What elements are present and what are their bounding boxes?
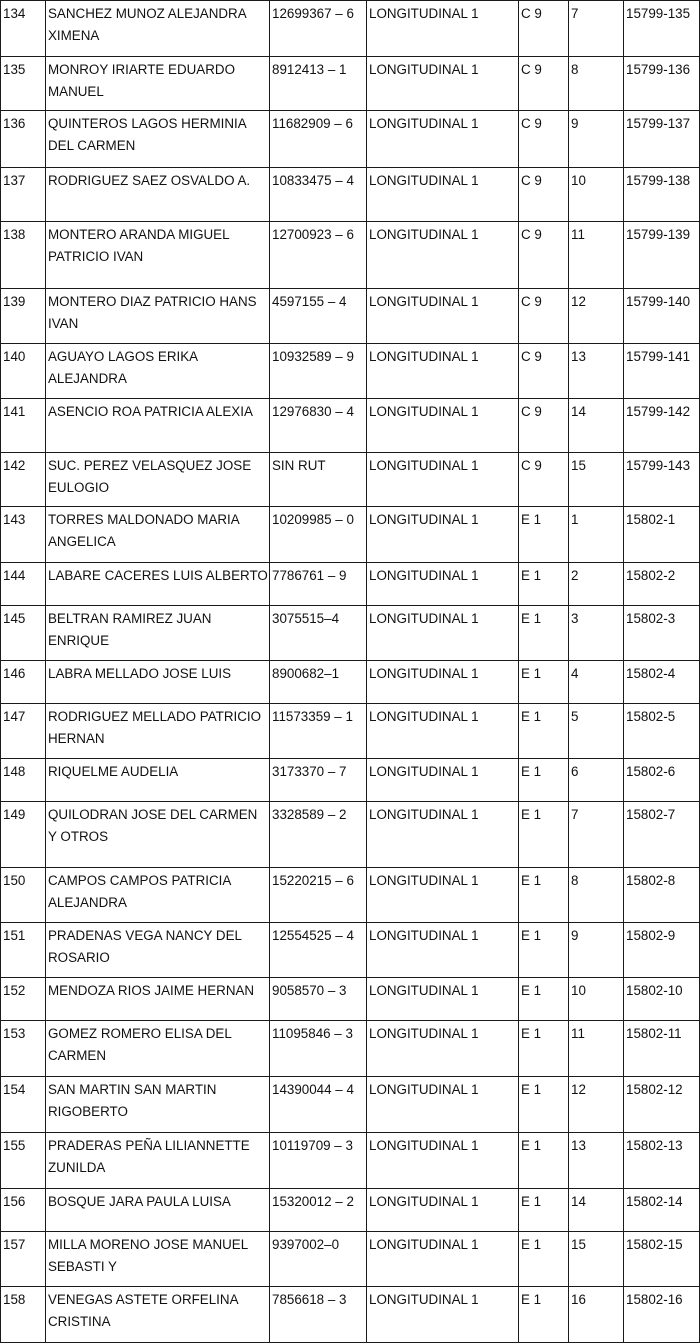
row-number: 143 xyxy=(1,507,46,563)
street-cell: LONGITUDINAL 1 xyxy=(367,1189,519,1232)
rut-cell: 3328589 – 2 xyxy=(270,802,367,868)
row-number: 156 xyxy=(1,1189,46,1232)
reference-cell: 15799-135 xyxy=(624,1,700,57)
rut-cell: 4597155 – 4 xyxy=(270,289,367,344)
table-row xyxy=(1,978,700,1021)
row-number: 155 xyxy=(1,1133,46,1189)
owner-name: ASENCIO ROA PATRICIA ALEXIA xyxy=(46,399,270,453)
rut-cell: 10833475 – 4 xyxy=(270,168,367,222)
reference-cell: 15799-141 xyxy=(624,344,700,399)
row-number: 146 xyxy=(1,661,46,704)
row-number: 137 xyxy=(1,168,46,222)
table-row xyxy=(1,289,700,344)
block-cell: C 9 xyxy=(519,453,569,507)
owner-name: PRADERAS PEÑA LILIANNETTE ZUNILDA xyxy=(46,1133,270,1189)
street-cell: LONGITUDINAL 1 xyxy=(367,507,519,563)
table-row xyxy=(1,168,700,222)
reference-cell: 15802-13 xyxy=(624,1133,700,1189)
owner-name: QUILODRAN JOSE DEL CARMEN Y OTROS xyxy=(46,802,270,868)
owner-name: BELTRAN RAMIREZ JUAN ENRIQUE xyxy=(46,606,270,661)
row-number: 152 xyxy=(1,978,46,1021)
lot-cell: 4 xyxy=(569,661,624,704)
reference-cell: 15802-5 xyxy=(624,704,700,759)
lot-cell: 8 xyxy=(569,57,624,111)
table-row xyxy=(1,1287,700,1343)
table-row xyxy=(1,1077,700,1133)
rut-cell: 12699367 – 6 xyxy=(270,1,367,57)
street-cell: LONGITUDINAL 1 xyxy=(367,289,519,344)
block-cell: E 1 xyxy=(519,507,569,563)
rut-cell: 8900682–1 xyxy=(270,661,367,704)
owner-name: CAMPOS CAMPOS PATRICIA ALEJANDRA xyxy=(46,868,270,923)
owner-name: SANCHEZ MUNOZ ALEJANDRA XIMENA xyxy=(46,1,270,57)
table-row xyxy=(1,1133,700,1189)
owner-name: LABRA MELLADO JOSE LUIS xyxy=(46,661,270,704)
rut-cell: 14390044 – 4 xyxy=(270,1077,367,1133)
rut-cell: 7856618 – 3 xyxy=(270,1287,367,1343)
table-row xyxy=(1,507,700,563)
owner-name: SUC. PEREZ VELASQUEZ JOSE EULOGIO xyxy=(46,453,270,507)
street-cell: LONGITUDINAL 1 xyxy=(367,1021,519,1077)
row-number: 148 xyxy=(1,759,46,802)
rut-cell: 7786761 – 9 xyxy=(270,563,367,606)
block-cell: E 1 xyxy=(519,978,569,1021)
table-row xyxy=(1,344,700,399)
lot-cell: 7 xyxy=(569,1,624,57)
block-cell: E 1 xyxy=(519,923,569,978)
lot-cell: 9 xyxy=(569,923,624,978)
lot-cell: 8 xyxy=(569,868,624,923)
block-cell: E 1 xyxy=(519,563,569,606)
owner-name: GOMEZ ROMERO ELISA DEL CARMEN xyxy=(46,1021,270,1077)
rut-cell: 9058570 – 3 xyxy=(270,978,367,1021)
reference-cell: 15799-136 xyxy=(624,57,700,111)
reference-cell: 15802-15 xyxy=(624,1232,700,1287)
block-cell: E 1 xyxy=(519,868,569,923)
street-cell: LONGITUDINAL 1 xyxy=(367,57,519,111)
lot-cell: 11 xyxy=(569,1021,624,1077)
table-row xyxy=(1,222,700,289)
street-cell: LONGITUDINAL 1 xyxy=(367,1,519,57)
lot-cell: 11 xyxy=(569,222,624,289)
rut-cell: 12976830 – 4 xyxy=(270,399,367,453)
rut-cell: 11573359 – 1 xyxy=(270,704,367,759)
rut-cell: 10119709 – 3 xyxy=(270,1133,367,1189)
row-number: 138 xyxy=(1,222,46,289)
block-cell: E 1 xyxy=(519,606,569,661)
lot-cell: 12 xyxy=(569,289,624,344)
row-number: 140 xyxy=(1,344,46,399)
street-cell: LONGITUDINAL 1 xyxy=(367,1077,519,1133)
owner-name: RODRIGUEZ MELLADO PATRICIO HERNAN xyxy=(46,704,270,759)
reference-cell: 15802-2 xyxy=(624,563,700,606)
block-cell: E 1 xyxy=(519,704,569,759)
table-row xyxy=(1,704,700,759)
owner-name: AGUAYO LAGOS ERIKA ALEJANDRA xyxy=(46,344,270,399)
street-cell: LONGITUDINAL 1 xyxy=(367,1287,519,1343)
owner-name: MONTERO ARANDA MIGUEL PATRICIO IVAN xyxy=(46,222,270,289)
street-cell: LONGITUDINAL 1 xyxy=(367,978,519,1021)
lot-cell: 1 xyxy=(569,507,624,563)
owner-name: BOSQUE JARA PAULA LUISA xyxy=(46,1189,270,1232)
block-cell: C 9 xyxy=(519,168,569,222)
lot-cell: 3 xyxy=(569,606,624,661)
rut-cell: 11095846 – 3 xyxy=(270,1021,367,1077)
block-cell: C 9 xyxy=(519,344,569,399)
street-cell: LONGITUDINAL 1 xyxy=(367,1133,519,1189)
owner-name: MONTERO DIAZ PATRICIO HANS IVAN xyxy=(46,289,270,344)
table-row xyxy=(1,399,700,453)
row-number: 150 xyxy=(1,868,46,923)
owner-name: MONROY IRIARTE EDUARDO MANUEL xyxy=(46,57,270,111)
rut-cell: 15220215 – 6 xyxy=(270,868,367,923)
rut-cell: 3075515–4 xyxy=(270,606,367,661)
block-cell: E 1 xyxy=(519,802,569,868)
owner-name: SAN MARTIN SAN MARTIN RIGOBERTO xyxy=(46,1077,270,1133)
reference-cell: 15799-140 xyxy=(624,289,700,344)
lot-cell: 2 xyxy=(569,563,624,606)
reference-cell: 15802-14 xyxy=(624,1189,700,1232)
reference-cell: 15799-139 xyxy=(624,222,700,289)
reference-cell: 15802-11 xyxy=(624,1021,700,1077)
rut-cell: 9397002–0 xyxy=(270,1232,367,1287)
row-number: 139 xyxy=(1,289,46,344)
table-row xyxy=(1,57,700,111)
street-cell: LONGITUDINAL 1 xyxy=(367,868,519,923)
block-cell: C 9 xyxy=(519,1,569,57)
rut-cell: 15320012 – 2 xyxy=(270,1189,367,1232)
block-cell: E 1 xyxy=(519,1077,569,1133)
owner-name: LABARE CACERES LUIS ALBERTO xyxy=(46,563,270,606)
row-number: 151 xyxy=(1,923,46,978)
reference-cell: 15802-10 xyxy=(624,978,700,1021)
street-cell: LONGITUDINAL 1 xyxy=(367,704,519,759)
row-number: 142 xyxy=(1,453,46,507)
lot-cell: 10 xyxy=(569,168,624,222)
row-number: 144 xyxy=(1,563,46,606)
lot-cell: 14 xyxy=(569,399,624,453)
street-cell: LONGITUDINAL 1 xyxy=(367,802,519,868)
owner-name: MILLA MORENO JOSE MANUEL SEBASTI Y xyxy=(46,1232,270,1287)
street-cell: LONGITUDINAL 1 xyxy=(367,923,519,978)
table-row xyxy=(1,453,700,507)
row-number: 136 xyxy=(1,111,46,168)
row-number: 157 xyxy=(1,1232,46,1287)
street-cell: LONGITUDINAL 1 xyxy=(367,661,519,704)
table-row xyxy=(1,111,700,168)
street-cell: LONGITUDINAL 1 xyxy=(367,222,519,289)
row-number: 147 xyxy=(1,704,46,759)
owner-name: QUINTEROS LAGOS HERMINIA DEL CARMEN xyxy=(46,111,270,168)
row-number: 135 xyxy=(1,57,46,111)
rut-cell: SIN RUT xyxy=(270,453,367,507)
street-cell: LONGITUDINAL 1 xyxy=(367,759,519,802)
street-cell: LONGITUDINAL 1 xyxy=(367,344,519,399)
lot-cell: 16 xyxy=(569,1287,624,1343)
reference-cell: 15802-8 xyxy=(624,868,700,923)
lot-cell: 12 xyxy=(569,1077,624,1133)
block-cell: C 9 xyxy=(519,111,569,168)
table-row xyxy=(1,606,700,661)
block-cell: E 1 xyxy=(519,1232,569,1287)
rut-cell: 12554525 – 4 xyxy=(270,923,367,978)
reference-cell: 15802-1 xyxy=(624,507,700,563)
table-body xyxy=(1,1,700,1343)
block-cell: E 1 xyxy=(519,1021,569,1077)
street-cell: LONGITUDINAL 1 xyxy=(367,1232,519,1287)
row-number: 153 xyxy=(1,1021,46,1077)
street-cell: LONGITUDINAL 1 xyxy=(367,399,519,453)
block-cell: E 1 xyxy=(519,661,569,704)
row-number: 141 xyxy=(1,399,46,453)
rut-cell: 10932589 – 9 xyxy=(270,344,367,399)
lot-cell: 7 xyxy=(569,802,624,868)
lot-cell: 15 xyxy=(569,1232,624,1287)
lot-cell: 6 xyxy=(569,759,624,802)
block-cell: E 1 xyxy=(519,1287,569,1343)
reference-cell: 15802-9 xyxy=(624,923,700,978)
row-number: 154 xyxy=(1,1077,46,1133)
row-number: 158 xyxy=(1,1287,46,1343)
block-cell: C 9 xyxy=(519,289,569,344)
block-cell: C 9 xyxy=(519,222,569,289)
block-cell: C 9 xyxy=(519,399,569,453)
table-row xyxy=(1,1,700,57)
rut-cell: 3173370 – 7 xyxy=(270,759,367,802)
rut-cell: 8912413 – 1 xyxy=(270,57,367,111)
rut-cell: 12700923 – 6 xyxy=(270,222,367,289)
lot-cell: 10 xyxy=(569,978,624,1021)
owner-name: PRADENAS VEGA NANCY DEL ROSARIO xyxy=(46,923,270,978)
reference-cell: 15799-143 xyxy=(624,453,700,507)
table-row xyxy=(1,802,700,868)
table-row xyxy=(1,1232,700,1287)
lot-cell: 9 xyxy=(569,111,624,168)
lot-cell: 13 xyxy=(569,344,624,399)
row-number: 149 xyxy=(1,802,46,868)
reference-cell: 15802-4 xyxy=(624,661,700,704)
block-cell: E 1 xyxy=(519,1133,569,1189)
reference-cell: 15799-142 xyxy=(624,399,700,453)
row-number: 134 xyxy=(1,1,46,57)
lot-cell: 14 xyxy=(569,1189,624,1232)
table-row xyxy=(1,868,700,923)
reference-cell: 15802-7 xyxy=(624,802,700,868)
table-row xyxy=(1,563,700,606)
rut-cell: 11682909 – 6 xyxy=(270,111,367,168)
street-cell: LONGITUDINAL 1 xyxy=(367,168,519,222)
reference-cell: 15799-137 xyxy=(624,111,700,168)
owner-name: RODRIGUEZ SAEZ OSVALDO A. xyxy=(46,168,270,222)
street-cell: LONGITUDINAL 1 xyxy=(367,111,519,168)
table-row xyxy=(1,759,700,802)
row-number: 145 xyxy=(1,606,46,661)
street-cell: LONGITUDINAL 1 xyxy=(367,563,519,606)
table-row xyxy=(1,923,700,978)
owner-name: RIQUELME AUDELIA xyxy=(46,759,270,802)
lot-cell: 5 xyxy=(569,704,624,759)
block-cell: E 1 xyxy=(519,759,569,802)
owner-name: VENEGAS ASTETE ORFELINA CRISTINA xyxy=(46,1287,270,1343)
lot-cell: 15 xyxy=(569,453,624,507)
reference-cell: 15802-12 xyxy=(624,1077,700,1133)
block-cell: E 1 xyxy=(519,1189,569,1232)
table-row xyxy=(1,1189,700,1232)
table-row xyxy=(1,1021,700,1077)
lot-cell: 13 xyxy=(569,1133,624,1189)
owner-name: TORRES MALDONADO MARIA ANGELICA xyxy=(46,507,270,563)
table-row xyxy=(1,661,700,704)
reference-cell: 15802-16 xyxy=(624,1287,700,1343)
reference-cell: 15802-6 xyxy=(624,759,700,802)
reference-cell: 15799-138 xyxy=(624,168,700,222)
rut-cell: 10209985 – 0 xyxy=(270,507,367,563)
reference-cell: 15802-3 xyxy=(624,606,700,661)
owner-name: MENDOZA RIOS JAIME HERNAN xyxy=(46,978,270,1021)
street-cell: LONGITUDINAL 1 xyxy=(367,606,519,661)
block-cell: C 9 xyxy=(519,57,569,111)
street-cell: LONGITUDINAL 1 xyxy=(367,453,519,507)
